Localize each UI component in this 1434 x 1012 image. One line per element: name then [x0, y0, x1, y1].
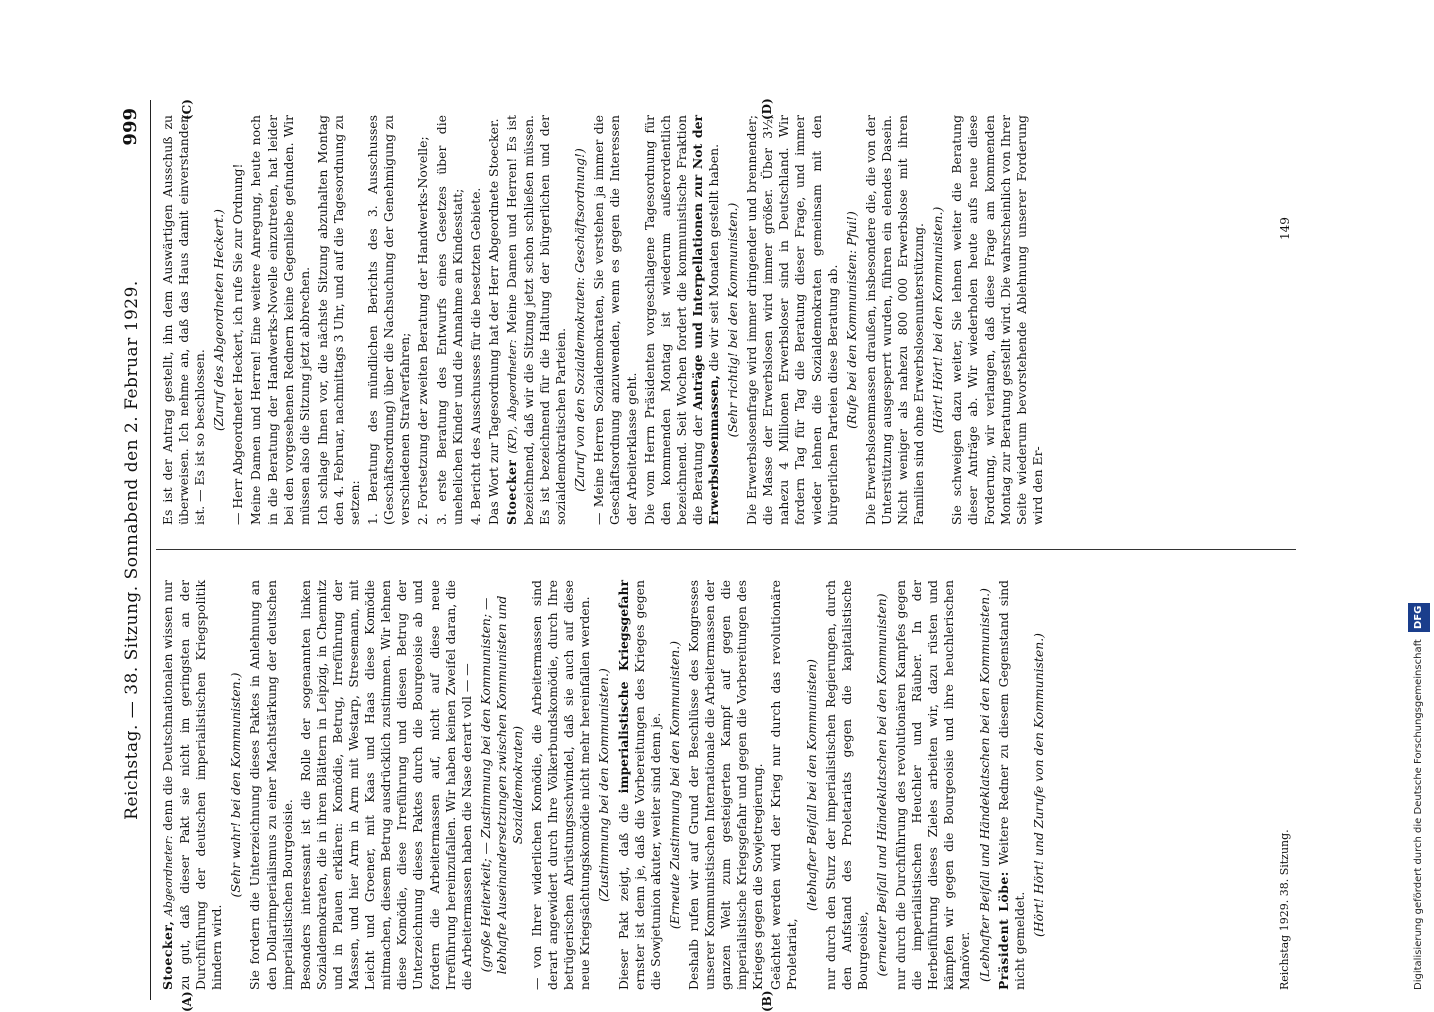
interjection: (Lebhafter Beifall und Händeklatschen bei den Kommunisten.): [977, 580, 993, 990]
running-title: Reichstag. — 38. Sitzung. Sonnabend den 2. Februar 1929.: [122, 100, 142, 1000]
column-divider: [156, 549, 1296, 550]
paragraph: Sie schweigen dazu weiter, Sie lehnen weiter die Beratung dieser Anträge ab. Wir wiederholen heute aufs neue diese Forderung, wir verlangen, daß diese Frage am kommenden Montag zur Beratung gestellt wird. Die wahrscheinlich von Ihrer Seite wiederum bevorstehende Ablehnung unserer Forderung wird den Er-: [949, 115, 1046, 525]
paragraph: Ich schlage Ihnen vor, die nächste Sitzung abzuhalten Montag den 4. Februar, nachmittags 3 Uhr, und auf die Tagesordnung zu setzen:: [315, 115, 363, 525]
speaker-name: Präsident Löbe:: [996, 871, 1011, 990]
paragraph: — Herr Abgeordneter Heckert, ich rufe Sie zur Ordnung!: [230, 115, 246, 525]
digitization-note: [1408, 10, 1430, 990]
paragraph: Die Erwerbslosenmassen draußen, insbesondere die, die von der Unterstützung ausgesperrt wurden, führen ein elendes Dasein. Nicht weniger als nahezu 800 000 Erwerbslose mit ihren Familien sind ohne Erwerbslosenunterstützung.: [863, 115, 927, 525]
interjection: (Zuruf des Abgeordneten Heckert.): [211, 115, 227, 525]
interjection: (Zustimmung bei den Kommunisten.): [596, 580, 612, 990]
emphasis-text: imperialistische Kriegsgefahr: [616, 580, 631, 793]
sheet-number: 149: [1278, 217, 1292, 240]
paragraph-text: die wir seit Monaten gestellt haben.: [706, 144, 721, 371]
page-number: 999: [120, 108, 141, 146]
margin-mark-c: (C): [180, 99, 194, 120]
paragraph: — von Ihrer widerlichen Komödie, die Arbeitermassen sind derart angewidert durch Ihre Völkerbundskomödie, durch Ihre betrügerischen Abrüstungsschwindel, daß sie auch auf diese neue Kriegsächtungskomödie nicht mehr hereinfallen werden.: [529, 580, 593, 990]
right-column: [160, 115, 1048, 525]
digitization-caption: [1408, 10, 1430, 990]
paragraph: Deshalb rufen wir auf Grund der Beschlüsse des Kongresses unserer Kommunistischen Internationale die Arbeitermassen der ganzen Welt zum gesteigerten Kampf auf gegen die imperialistische Kriegsgefahr und gegen die Vorbereitungen des Krieges gegen die Sowjetregierung.: [686, 580, 766, 990]
list-item: 4. Bericht des Ausschusses für die besetzten Gebiete.: [468, 115, 484, 525]
paragraph: Es ist der Antrag gestellt, ihn dem Auswärtigen Ausschuß zu überweisen. Ich nehme an, daß das Haus damit einverstanden ist. — Es ist so beschlossen.: [160, 115, 208, 525]
margin-mark-b: (B): [760, 991, 774, 1012]
speaker-name: Stoecker: [504, 460, 519, 525]
interjection: (lebhafter Beifall bei den Kommunisten): [804, 580, 820, 990]
paragraph: nur durch den Sturz der imperialistischen Regierungen, durch den Aufstand des Proletariats gegen die kapitalistische Bourgeoisie,: [823, 580, 871, 990]
list-item: 1. Beratung des mündlichen Berichts des 3. Ausschusses (Geschäftsordnung) über die Nachsuchung der Genehmigung zu verschiedenen Strafverfahren;: [365, 115, 413, 525]
interjection: (Sehr wahr! bei den Kommunisten.): [228, 580, 244, 990]
document-page: [120, 100, 1310, 1000]
interjection: (Sehr richtig! bei den Kommunisten.): [725, 115, 741, 525]
paragraph: [996, 580, 1028, 990]
speaker-role: Abgeordneter:: [162, 835, 175, 916]
page-footer: Reichstag 1929. 38. Sitzung.: [1278, 829, 1291, 990]
interjection: (Hört! Hört! und Zurufe von den Kommunisten.): [1031, 580, 1047, 990]
speaker-role: (KP), Abgeordneter:: [506, 339, 519, 453]
interjection: (Zuruf von den Sozialdemokraten: Geschäftsordnung!): [572, 115, 588, 525]
list-item: 3. erste Beratung des Entwurfs eines Gesetzes über die unehelichen Kinder und die Annahme an Kindesstatt;: [434, 115, 466, 525]
paragraph: Geächtet werden wird der Krieg nur durch das revolutionäre Proletariat,: [768, 580, 800, 990]
paragraph: [504, 115, 569, 525]
speaker-name: Stoecker,: [160, 921, 175, 990]
left-column: [160, 580, 1050, 990]
paragraph: [616, 580, 664, 990]
emphasis-text: Anträge und Interpellationen zur Not der Erwerbslosenmassen,: [690, 115, 721, 525]
interjection: (erneuter Beifall und Händeklatschen bei den Kommunisten): [874, 580, 890, 990]
paragraph-text: Weitere Redner zu diesem Gegenstand sind nicht gemeldet.: [996, 580, 1027, 990]
paragraph-text: Die vom Herrn Präsidenten vorgeschlagene Tagesordnung für den kommenden Montag ist wiederum außerordentlich bezeichnend. Seit Wochen fordert die kommunistische Fraktion die Beratung der: [642, 115, 705, 525]
interjection: (Erneute Zustimmung bei den Kommunisten.): [667, 580, 683, 990]
paragraph-text: denn die Deutschnationalen wissen nur zu gut, daß dieser Pakt sie nicht im geringsten an der Durchführung der deutschen imperialistischen Kriegspolitik hindern wird.: [160, 580, 224, 990]
list-item: 2. Fortsetzung der zweiten Beratung der Handwerks-Novelle;: [415, 115, 431, 525]
dfg-logo: DFG: [1408, 603, 1430, 632]
margin-mark-a: (A): [180, 991, 194, 1012]
paragraph: nur durch die Durchführung des revolutionären Kampfes gegen die imperialistischen Heuchler und Räuber. In der Herbeiführung dieses Zieles arbeiten wir, dazu rüsten und kämpfen wir gegen die Bourgeoisie und ihre heuchlerischen Manöver.: [893, 580, 973, 990]
paragraph: [642, 115, 722, 525]
interjection: (Rufe bei den Kommunisten: Pfui!): [844, 115, 860, 525]
margin-mark-d: (D): [760, 98, 774, 120]
paragraph: Die Erwerbslosenfrage wird immer dringender und brennender; die Masse der Erwerbslosen wird immer größer. Über 3½, nahezu 4 Millionen Erwerbsloser sind in Deutschland. Wir fordern Tag für Tag die Beratung dieser Frage, und immer wieder lehnen die Sozialdemokraten gemeinsam mit den bürgerlichen Parteien diese Beratung ab.: [744, 115, 841, 525]
page-header: [120, 100, 151, 1000]
paragraph-text: Meine Damen und Herren! Es ist bezeichnend, daß wir die Sitzung jetzt schon schließen müssen. Es ist bezeichnend für die Haltung der bürgerlichen und der sozialdemokratischen Parteien.: [504, 115, 568, 525]
interjection: (große Heiterkeit; — Zustimmung bei den Kommunisten; — lebhafte Auseinandersetzungen zwischen Kommunisten und Sozialdemokraten): [478, 580, 526, 990]
paragraph-text: Dieser Pakt zeigt, daß die: [616, 803, 631, 990]
paragraph: [160, 580, 225, 990]
paragraph-text: ernster ist denn je, daß die Vorbereitungen des Krieges gegen die Sowjetunion akuter, weiter sind denn je.: [632, 580, 663, 990]
paragraph: Sie fordern die Unterzeichnung dieses Paktes in Anlehnung an den Dollarimperialismus zu einer Machtstärkung der deutschen imperialistischen Bourgeoisie.: [247, 580, 295, 990]
digitization-text: Digitalisierung gefördert durch die Deutsche Forschungsgemeinschaft: [1413, 639, 1424, 990]
paragraph: Besonders interessant ist die Rolle der sogenannten linken Sozialdemokraten, die in ihren Blättern in Leipzig, in Chemnitz und in Plauen erklären: Komödie, Betrug, Irreführung der Massen, und hier Arm in Arm mit Westarp, Stresemann, mit Leicht und Groener, mit Kaas und Haas diese Komödie mitmachen, diesem Betrug ausdrücklich zustimmen. Wir lehnen diese Komödie, diese Irreführung und diesen Betrug der Unterzeichnung dieses Paktes durch die Bourgeoisie ab und fordern die Arbeitermassen auf, nicht auf diese neue Irreführung hereinzufallen. Wir haben keinen Zweifel daran, die die Arbeitermassen haben die Nase derart voll — —: [298, 580, 475, 990]
paragraph: Meine Damen und Herren! Eine weitere Anregung, heute noch in die Beratung der Handwerks-Novelle einzutreten, hat leider bei den vorgesehenen Rednern keine Gegenliebe gefunden. Wir müssen also die Sitzung jetzt abbrechen.: [248, 115, 312, 525]
paragraph: Das Wort zur Tagesordnung hat der Herr Abgeordnete Stoecker.: [486, 115, 502, 525]
paragraph: — Meine Herren Sozialdemokraten, Sie verstehen ja immer die Geschäftsordnung anzuwenden, wenn es gegen die Interessen der Arbeiterklasse geht.: [591, 115, 639, 525]
interjection: (Hört! Hört! bei den Kommunisten.): [930, 115, 946, 525]
